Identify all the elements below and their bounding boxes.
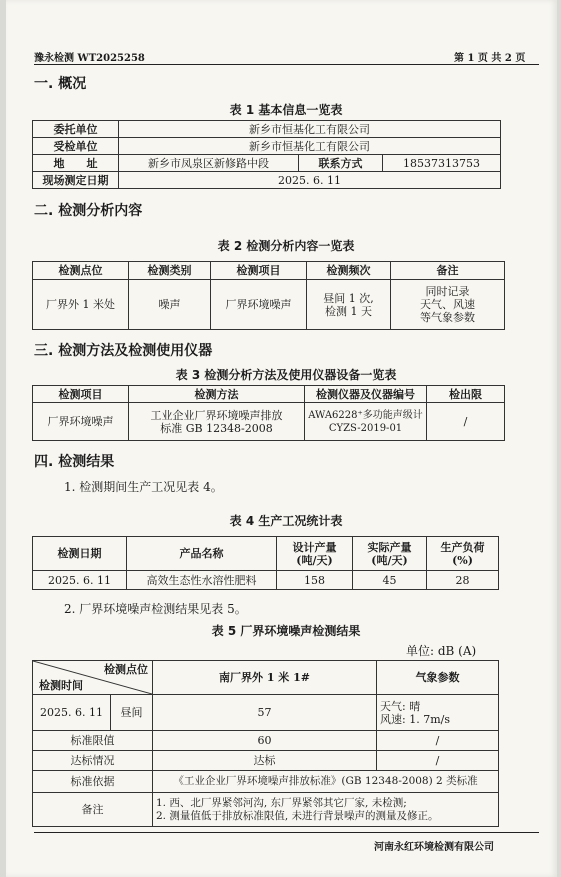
- t2-header-point: 检测点位: [33, 262, 129, 280]
- t5-compliance-weather: /: [377, 751, 499, 771]
- client-value: 新乡市恒基化工有限公司: [119, 121, 501, 138]
- table-5-caption: 表 5 厂界环境噪声检测结果: [211, 624, 361, 638]
- t4-product: 高效生态性水溶性肥料: [127, 571, 277, 590]
- t5-basis-label: 标准依据: [33, 771, 153, 793]
- t2-header-note: 备注: [391, 262, 505, 280]
- date-label: 现场测定日期: [33, 172, 119, 189]
- t2-header-item: 检测项目: [211, 262, 307, 280]
- t2-header-category: 检测类别: [129, 262, 211, 280]
- t3-header-instrument: 检测仪器及仪器编号: [305, 386, 427, 403]
- t5-diag-top: 检测点位: [104, 663, 148, 676]
- t2-frequency: [307, 280, 391, 330]
- t3-item: 厂界环境噪声: [33, 403, 129, 441]
- t2-category: 噪声: [129, 280, 211, 330]
- t4-header-load-line2: (%): [452, 553, 473, 567]
- t5-diagonal-header: [33, 661, 153, 695]
- t2-point: 厂界外 1 米处: [33, 280, 129, 330]
- table-2-caption: 表 2 检测分析内容一览表: [217, 239, 355, 253]
- section-4-title: 四. 检测结果: [34, 454, 115, 470]
- t4-header-design: [277, 537, 353, 571]
- inspected-label: 受检单位: [33, 138, 119, 155]
- t5-period: 昼间: [111, 695, 153, 731]
- t5-remark-label: 备注: [33, 793, 153, 827]
- t2-frequency-line1: 昼间 1 次,: [323, 291, 374, 305]
- address-value: 新乡市凤泉区新修路中段: [119, 155, 299, 172]
- section-2-title: 二. 检测分析内容: [34, 203, 143, 219]
- t2-note-line3: 等气象参数: [420, 311, 475, 324]
- t3-instrument: [305, 403, 427, 441]
- t2-frequency-line2: 检测 1 天: [325, 304, 372, 318]
- t2-note-line2: 天气、风速: [420, 298, 475, 311]
- t5-weather-line1: 天气: 晴: [380, 699, 421, 713]
- t4-header-load-line1: 生产负荷: [440, 540, 485, 554]
- table-3-caption: 表 3 检测分析方法及使用仪器设备一览表: [175, 368, 397, 382]
- section-1-title: 一. 概况: [34, 76, 87, 92]
- t5-remark-line1: 1. 西、北厂界紧邻河沟, 东厂界紧邻其它厂家, 未检测;: [156, 796, 407, 809]
- section-3-title: 三. 检测方法及检测使用仪器: [34, 343, 213, 359]
- t2-item: 厂界环境噪声: [211, 280, 307, 330]
- header-rule: [34, 64, 539, 65]
- table-5-unit: 单位: dB (A): [406, 644, 477, 658]
- t5-date: 2025. 6. 11: [33, 695, 111, 731]
- t5-value: 57: [153, 695, 377, 731]
- t4-header-actual-line2: (吨/天): [371, 553, 408, 567]
- t5-remark: [153, 793, 499, 827]
- t4-header-actual: [353, 537, 427, 571]
- document-page: [6, 0, 557, 877]
- table-4-caption: 表 4 生产工况统计表: [229, 514, 343, 528]
- table-3-methods: [32, 385, 505, 441]
- t5-weather: [377, 695, 499, 731]
- client-label: 委托单位: [33, 121, 119, 138]
- table-4-production: [32, 536, 499, 590]
- contact-label: 联系方式: [299, 155, 383, 172]
- t4-header-product: 产品名称: [127, 537, 277, 571]
- paragraph-1: 1. 检测期间生产工况见表 4。: [64, 480, 223, 494]
- t5-header-point: 南厂界外 1 米 1#: [153, 661, 377, 695]
- t2-header-frequency: 检测频次: [307, 262, 391, 280]
- t5-limit-value: 60: [153, 731, 377, 751]
- contact-value: 18537313753: [383, 155, 501, 172]
- footer-company: 河南永红环境检测有限公司: [374, 842, 494, 853]
- t5-compliance-label: 达标情况: [33, 751, 153, 771]
- table-1-caption: 表 1 基本信息一览表: [229, 103, 343, 117]
- t5-basis-value: 《工业企业厂界环境噪声排放标准》(GB 12348-2008) 2 类标准: [153, 771, 499, 793]
- paragraph-2: 2. 厂界环境噪声检测结果见表 5。: [64, 602, 247, 616]
- t3-header-item: 检测项目: [33, 386, 129, 403]
- t3-method: [129, 403, 305, 441]
- t4-date: 2025. 6. 11: [33, 571, 127, 590]
- t4-header-load: [427, 537, 499, 571]
- t3-method-line2: 标准 GB 12348-2008: [160, 421, 273, 435]
- table-1-basic-info: [32, 120, 501, 189]
- t5-diag-bottom: 检测时间: [39, 679, 83, 692]
- t5-limit-label: 标准限值: [33, 731, 153, 751]
- t4-design: 158: [277, 571, 353, 590]
- t5-header-weather: 气象参数: [377, 661, 499, 695]
- t4-actual: 45: [353, 571, 427, 590]
- date-value: 2025. 6. 11: [119, 172, 501, 189]
- t3-header-limit: 检出限: [427, 386, 505, 403]
- t4-load: 28: [427, 571, 499, 590]
- footer-rule: [34, 832, 539, 833]
- page-info: 第 1 页 共 2 页: [454, 53, 526, 64]
- t3-instrument-line2: CYZS-2019-01: [328, 422, 403, 434]
- t4-header-design-line1: 设计产量: [292, 540, 337, 554]
- table-2-content: [32, 261, 505, 330]
- t4-header-actual-line1: 实际产量: [367, 540, 412, 554]
- t5-remark-line2: 2. 测量值低于排放标准限值, 未进行背景噪声的测量及修正。: [156, 809, 439, 822]
- t3-method-line1: 工业企业厂界环境噪声排放: [150, 408, 283, 422]
- t3-header-method: 检测方法: [129, 386, 305, 403]
- inspected-value: 新乡市恒基化工有限公司: [119, 138, 501, 155]
- t5-compliance-value: 达标: [153, 751, 377, 771]
- t4-header-design-line2: (吨/天): [296, 553, 333, 567]
- t3-instrument-line1: AWA6228⁺多功能声级计: [308, 409, 423, 421]
- t5-weather-line2: 风速: 1. 7m/s: [380, 712, 450, 726]
- t5-limit-weather: /: [377, 731, 499, 751]
- t4-header-date: 检测日期: [33, 537, 127, 571]
- table-5-noise-results: [32, 660, 499, 827]
- t3-limit: /: [427, 403, 505, 441]
- address-label: 地 址: [33, 155, 119, 172]
- doc-number: 豫永检测 WT2025258: [34, 53, 145, 64]
- t2-note-line1: 同时记录: [425, 285, 470, 298]
- t2-note: [391, 280, 505, 330]
